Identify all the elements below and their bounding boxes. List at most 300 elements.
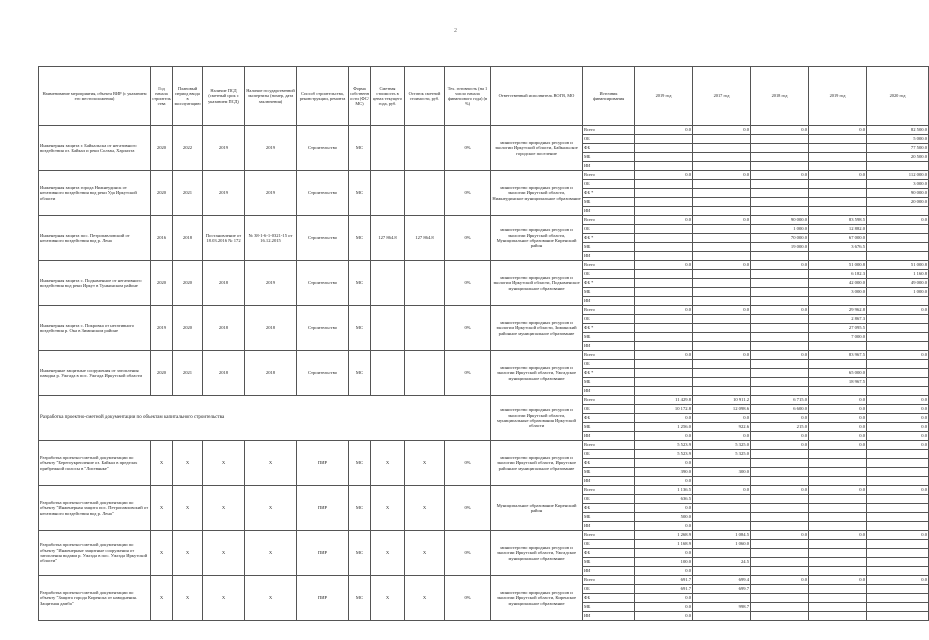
project-name: Разработка проектно-сметной документации по объекту "Защита города Киренска от наводнения. Защитная дамба" <box>39 576 151 621</box>
funding-value <box>867 378 929 387</box>
funding-value <box>635 153 693 162</box>
attribute-cell: МС <box>349 576 371 621</box>
funding-value: 6 600.0 <box>751 405 809 414</box>
funding-value: 0.0 <box>809 171 867 180</box>
column-header: Способ строительства, реконструкции, ремонта <box>297 67 349 126</box>
responsible-executor: министерство природных ресурсов и экологии Иркутской области, Байкальское городское поселение <box>491 126 583 171</box>
funding-value <box>751 567 809 576</box>
table-row <box>39 576 929 585</box>
funding-source: ОБ <box>583 270 635 279</box>
readiness: 0% <box>445 216 491 261</box>
funding-value: 0.0 <box>635 567 693 576</box>
funding-value <box>693 459 751 468</box>
funding-value: 0.0 <box>809 441 867 450</box>
start-year: 2016 <box>151 216 173 261</box>
funding-value: 90 000.0 <box>751 216 809 225</box>
project-name: Разработка проектно-сметной документации по объекту "Инженерные защитные сооружения от затопления водами р. Ужгада в пос. Ужгада Иркутской области" <box>39 531 151 576</box>
funding-value <box>751 522 809 531</box>
funding-value <box>809 180 867 189</box>
funding-value <box>809 612 867 621</box>
funding-value <box>867 450 929 459</box>
table-row <box>39 441 929 450</box>
funding-value <box>693 225 751 234</box>
funding-source: МБ <box>583 558 635 567</box>
funding-value: 42 000.0 <box>809 279 867 288</box>
funding-value: 0.0 <box>751 441 809 450</box>
remaining-cost <box>405 171 445 216</box>
funding-value: 83 967.5 <box>809 351 867 360</box>
funding-value: 1 000.0 <box>867 288 929 297</box>
funding-value: 5 523.9 <box>635 441 693 450</box>
funding-value: 2 867.3 <box>809 315 867 324</box>
ownership-form: МС <box>349 216 371 261</box>
funding-value: 5 325.0 <box>693 441 751 450</box>
funding-value <box>867 549 929 558</box>
funding-source: ФБ <box>583 414 635 423</box>
funding-value: 1 268.9 <box>635 531 693 540</box>
funding-value <box>693 270 751 279</box>
estimated-cost <box>371 126 405 171</box>
funding-value: 18 967.5 <box>809 378 867 387</box>
responsible-executor: Муниципальное образование Киренский район <box>491 486 583 531</box>
funding-value: 0.0 <box>693 486 751 495</box>
funding-value: 300.0 <box>693 468 751 477</box>
funding-value <box>867 477 929 486</box>
funding-value: 636.5 <box>635 495 693 504</box>
funding-value <box>867 513 929 522</box>
funding-value: 0.0 <box>809 126 867 135</box>
attribute-cell: X <box>371 576 405 621</box>
funding-value: 699.4 <box>693 576 751 585</box>
funding-source: МБ <box>583 423 635 432</box>
funding-value <box>635 252 693 261</box>
psd-info: 2019 <box>203 171 245 216</box>
funding-value: 1 136.5 <box>635 486 693 495</box>
funding-value <box>751 288 809 297</box>
funding-source: ФБ * <box>583 369 635 378</box>
funding-value: 3 676.5 <box>809 243 867 252</box>
funding-value: 0.0 <box>809 486 867 495</box>
column-header: 2018 год <box>751 67 809 126</box>
funding-value <box>867 459 929 468</box>
funding-source: Всего <box>583 531 635 540</box>
table-row <box>39 306 929 315</box>
project-name: Разработка проектно-сметной документации по объекту "Инженерная защита пос. Петропавловский от негативного воздействия вод р. Лена" <box>39 486 151 531</box>
project-name: Разработка проектно-сметной документации по объекту "Берегоукрепление оз. Байкал в пределах прибрежной полосы в "Листвянке" <box>39 441 151 486</box>
funding-value <box>693 153 751 162</box>
funding-value: 0.0 <box>751 432 809 441</box>
funding-source: Всего <box>583 126 635 135</box>
funding-value: 6 715.0 <box>751 396 809 405</box>
funding-source: МБ <box>583 378 635 387</box>
funding-value: 0.0 <box>635 414 693 423</box>
funding-source: Всего <box>583 396 635 405</box>
responsible-executor: министерство природных ресурсов и экологии Иркутской области, Подкаменское муниципальное образование <box>491 261 583 306</box>
funding-value <box>809 513 867 522</box>
funding-value <box>867 324 929 333</box>
funding-value <box>809 459 867 468</box>
funding-value <box>635 144 693 153</box>
expertise-info: 2019 <box>245 126 297 171</box>
funding-value <box>693 324 751 333</box>
attribute-cell: ПИР <box>297 441 349 486</box>
funding-value: 0.0 <box>751 126 809 135</box>
column-header: Год начала строительства <box>151 67 173 126</box>
funding-value <box>809 558 867 567</box>
funding-value <box>693 315 751 324</box>
funding-value <box>693 207 751 216</box>
funding-value: 691.7 <box>635 576 693 585</box>
funding-value: 5 000.0 <box>867 135 929 144</box>
attribute-cell: X <box>245 441 297 486</box>
start-year: 2020 <box>151 171 173 216</box>
funding-value: 90 000.0 <box>867 189 929 198</box>
funding-value <box>809 522 867 531</box>
funding-source: ИИ <box>583 612 635 621</box>
funding-value: 0.0 <box>635 216 693 225</box>
funding-value <box>867 315 929 324</box>
estimated-cost <box>371 351 405 396</box>
attribute-cell: X <box>151 576 173 621</box>
column-header: Наименование мероприятия, объекта ВИР (с указанием его местоположения) <box>39 67 151 126</box>
funding-source: ИИ <box>583 297 635 306</box>
funding-value <box>867 612 929 621</box>
responsible-executor: министерство природных ресурсов и экологии Иркутской области, Иркутское районное муниципальное образование <box>491 441 583 486</box>
end-year: 2021 <box>173 351 203 396</box>
table-row <box>39 171 929 180</box>
funding-value <box>867 333 929 342</box>
funding-value <box>867 252 929 261</box>
funding-value <box>751 459 809 468</box>
funding-value: 3 000.0 <box>809 288 867 297</box>
funding-value <box>751 495 809 504</box>
funding-value: 0.0 <box>751 171 809 180</box>
funding-value: 0.0 <box>751 414 809 423</box>
expertise-info: 2019 <box>245 261 297 306</box>
funding-value <box>867 522 929 531</box>
funding-value <box>693 279 751 288</box>
funding-value <box>693 378 751 387</box>
funding-value <box>635 387 693 396</box>
funding-value: 699.7 <box>693 585 751 594</box>
project-name: Инженерные защитные сооружения от затопления паводка р. Ужгада в пос. Ужгада Иркутской области <box>39 351 151 396</box>
funding-value: 0.0 <box>867 576 929 585</box>
funding-value <box>809 450 867 459</box>
construction-method: Строительство <box>297 261 349 306</box>
funding-value <box>635 189 693 198</box>
funding-value: 998.7 <box>693 603 751 612</box>
funding-value <box>693 189 751 198</box>
funding-source: ФБ <box>583 504 635 513</box>
funding-value <box>635 225 693 234</box>
attribute-cell: 0% <box>445 531 491 576</box>
funding-value: 0.0 <box>635 549 693 558</box>
funding-value <box>751 585 809 594</box>
funding-value <box>809 477 867 486</box>
remaining-cost <box>405 306 445 351</box>
attribute-cell: 0% <box>445 441 491 486</box>
table-row <box>39 351 929 360</box>
funding-source: ОБ <box>583 405 635 414</box>
attribute-cell: 0% <box>445 576 491 621</box>
ownership-form: МС <box>349 306 371 351</box>
funding-value <box>867 495 929 504</box>
funding-value <box>635 162 693 171</box>
funding-value: 0.0 <box>867 441 929 450</box>
funding-value: 0.0 <box>809 414 867 423</box>
funding-value <box>693 522 751 531</box>
column-header: 2019 год <box>635 67 693 126</box>
funding-source: ФБ <box>583 549 635 558</box>
funding-value <box>809 144 867 153</box>
funding-value: 0.0 <box>809 432 867 441</box>
estimated-cost <box>371 261 405 306</box>
funding-value: 6 182.3 <box>809 270 867 279</box>
funding-value <box>693 513 751 522</box>
funding-value: 11 429.8 <box>635 396 693 405</box>
funding-value <box>867 234 929 243</box>
funding-value: 100.0 <box>635 558 693 567</box>
funding-value <box>693 567 751 576</box>
column-header: 2020 год <box>867 67 929 126</box>
funding-value <box>693 369 751 378</box>
funding-value: 7 000.0 <box>809 333 867 342</box>
funding-source: ОБ <box>583 315 635 324</box>
funding-value: 0.0 <box>751 486 809 495</box>
attribute-cell: МС <box>349 486 371 531</box>
funding-value: 0.0 <box>635 126 693 135</box>
funding-value <box>809 567 867 576</box>
construction-method: Строительство <box>297 306 349 351</box>
funding-value: 390.0 <box>635 468 693 477</box>
funding-value <box>809 549 867 558</box>
funding-value: 215.0 <box>751 423 809 432</box>
funding-value <box>635 207 693 216</box>
psd-info: 2018 <box>203 306 245 351</box>
funding-value: 51 000.8 <box>867 261 929 270</box>
funding-source: ИИ <box>583 342 635 351</box>
project-name: Инженерная защита города Нижнеудинск от негативного воздействия вод реки Уда Иркутской области <box>39 171 151 216</box>
funding-value: 1 256.0 <box>635 423 693 432</box>
construction-method: Строительство <box>297 351 349 396</box>
table-row <box>39 261 929 270</box>
funding-value: 0.0 <box>635 612 693 621</box>
funding-value: 1 000.0 <box>751 225 809 234</box>
attribute-cell: МС <box>349 441 371 486</box>
funding-value <box>751 342 809 351</box>
funding-value: 1 060.0 <box>693 540 751 549</box>
funding-value: 29 962.8 <box>809 306 867 315</box>
psd-info: 2018 <box>203 261 245 306</box>
funding-value <box>751 324 809 333</box>
funding-value <box>693 144 751 153</box>
funding-value <box>635 297 693 306</box>
readiness: 0% <box>445 306 491 351</box>
funding-value: 0.0 <box>693 351 751 360</box>
funding-value: 0.0 <box>751 261 809 270</box>
table-row <box>39 216 929 225</box>
funding-value <box>809 540 867 549</box>
funding-value: 0.0 <box>867 486 929 495</box>
funding-value: 0.0 <box>751 531 809 540</box>
funding-source: Всего <box>583 261 635 270</box>
funding-value <box>809 468 867 477</box>
funding-value <box>751 135 809 144</box>
expertise-info: 2019 <box>245 171 297 216</box>
attribute-cell: X <box>405 441 445 486</box>
table-row <box>39 396 929 405</box>
funding-value <box>809 297 867 306</box>
funding-value <box>809 162 867 171</box>
funding-value: 0.0 <box>867 396 929 405</box>
funding-value <box>751 612 809 621</box>
attribute-cell: X <box>173 576 203 621</box>
funding-value: 1 084.5 <box>693 531 751 540</box>
funding-value: 0.0 <box>867 423 929 432</box>
attribute-cell: X <box>173 441 203 486</box>
funding-value <box>809 342 867 351</box>
funding-value <box>751 198 809 207</box>
column-header: Сметная стоимость в ценах текущего года, руб. <box>371 67 405 126</box>
responsible-executor: министерство природных ресурсов и экологии Иркутской области, Зиминский районное муниципальное образование <box>491 306 583 351</box>
estimated-cost <box>371 171 405 216</box>
funding-value <box>635 288 693 297</box>
funding-value <box>751 315 809 324</box>
table-row <box>39 126 929 135</box>
funding-value <box>867 342 929 351</box>
attribute-cell: ПИР <box>297 486 349 531</box>
project-name: Инженерная защита с. Покровка от негативного воздействия р. Ока в Зиминском районе <box>39 306 151 351</box>
funding-value: 0.0 <box>809 531 867 540</box>
column-header: 2017 год <box>693 67 751 126</box>
construction-method: Строительство <box>297 126 349 171</box>
funding-value <box>809 594 867 603</box>
funding-value <box>867 369 929 378</box>
attribute-cell: X <box>203 531 245 576</box>
funding-value <box>867 603 929 612</box>
psd-info: Постановление от 18.03.2016 № 172 <box>203 216 245 261</box>
funding-value <box>867 225 929 234</box>
funding-value <box>751 603 809 612</box>
funding-source: ОБ <box>583 180 635 189</box>
funding-value: 0.0 <box>751 306 809 315</box>
funding-value <box>693 333 751 342</box>
column-header: Форма собственности (ФС/МС) <box>349 67 371 126</box>
funding-source: ФБ * <box>583 189 635 198</box>
funding-source: МБ <box>583 288 635 297</box>
funding-source: МБ <box>583 468 635 477</box>
responsible-executor: министерство природных ресурсов и экологии Иркутской области, Муниципальное образование Киренский район <box>491 216 583 261</box>
funding-value <box>867 468 929 477</box>
funding-value: 500.0 <box>635 513 693 522</box>
funding-value: 0.0 <box>867 306 929 315</box>
funding-value <box>867 540 929 549</box>
funding-value <box>635 360 693 369</box>
funding-value: 19 000.0 <box>751 243 809 252</box>
attribute-cell: X <box>405 576 445 621</box>
funding-source: ИИ <box>583 387 635 396</box>
funding-value <box>635 270 693 279</box>
funding-value: 10 172.8 <box>635 405 693 414</box>
responsible-executor: министерство природных ресурсов и экологии Иркутской области, Ужгадское муниципальное образование <box>491 351 583 396</box>
psd-info: 2019 <box>203 126 245 171</box>
funding-value <box>751 180 809 189</box>
funding-value <box>867 558 929 567</box>
funding-source: ОБ <box>583 540 635 549</box>
funding-source: ОБ <box>583 450 635 459</box>
funding-value <box>751 279 809 288</box>
responsible-executor: министерство природных ресурсов и экологии Иркутской области, Киренское муниципальное образование <box>491 576 583 621</box>
funding-value <box>809 207 867 216</box>
project-name: Инженерная защита г. Байкальска от негативного воздействия оз. Байкал и реки Солзан, Харлахта <box>39 126 151 171</box>
funding-source: ОБ <box>583 360 635 369</box>
funding-value <box>693 252 751 261</box>
start-year: 2019 <box>151 306 173 351</box>
funding-source: ОБ <box>583 495 635 504</box>
funding-value <box>635 243 693 252</box>
funding-value: 0.0 <box>809 405 867 414</box>
funding-value <box>809 198 867 207</box>
attribute-cell: ПИР <box>297 576 349 621</box>
funding-value <box>693 135 751 144</box>
funding-value <box>751 387 809 396</box>
expertise-info: № 38-1-6-1-0321-15 от 16.12.2015 <box>245 216 297 261</box>
funding-source: ФБ <box>583 594 635 603</box>
funding-source: Всего <box>583 216 635 225</box>
funding-value: 0.0 <box>693 126 751 135</box>
funding-source: ОБ <box>583 225 635 234</box>
funding-value <box>867 567 929 576</box>
funding-value <box>751 144 809 153</box>
funding-value <box>693 549 751 558</box>
expertise-info: 2018 <box>245 351 297 396</box>
funding-value: 0.0 <box>693 432 751 441</box>
funding-value: 70 000.0 <box>751 234 809 243</box>
remaining-cost <box>405 351 445 396</box>
attribute-cell: X <box>151 441 173 486</box>
start-year: 2020 <box>151 261 173 306</box>
funding-value <box>693 234 751 243</box>
funding-value: 12 098.6 <box>693 405 751 414</box>
funding-value <box>635 198 693 207</box>
funding-value <box>751 252 809 261</box>
expertise-info: 2018 <box>245 306 297 351</box>
funding-value <box>867 585 929 594</box>
funding-value: 0.0 <box>635 261 693 270</box>
remaining-cost <box>405 261 445 306</box>
funding-value <box>751 549 809 558</box>
funding-value <box>751 513 809 522</box>
funding-source: Всего <box>583 171 635 180</box>
attribute-cell: 0% <box>445 486 491 531</box>
readiness: 0% <box>445 261 491 306</box>
funding-source: ИИ <box>583 207 635 216</box>
funding-value <box>751 162 809 171</box>
funding-value <box>867 207 929 216</box>
funding-value <box>751 450 809 459</box>
funding-value: 82 500.0 <box>867 126 929 135</box>
funding-value: 0.0 <box>693 306 751 315</box>
funding-value: 0.0 <box>751 576 809 585</box>
funding-value: 0.0 <box>635 432 693 441</box>
attribute-cell: X <box>405 531 445 576</box>
attribute-cell: X <box>173 531 203 576</box>
funding-value <box>809 360 867 369</box>
funding-value: 1 168.9 <box>635 540 693 549</box>
funding-value: 0.0 <box>867 216 929 225</box>
column-header: Ответственный исполнитель ВОГВ, МО <box>491 67 583 126</box>
funding-value <box>635 234 693 243</box>
